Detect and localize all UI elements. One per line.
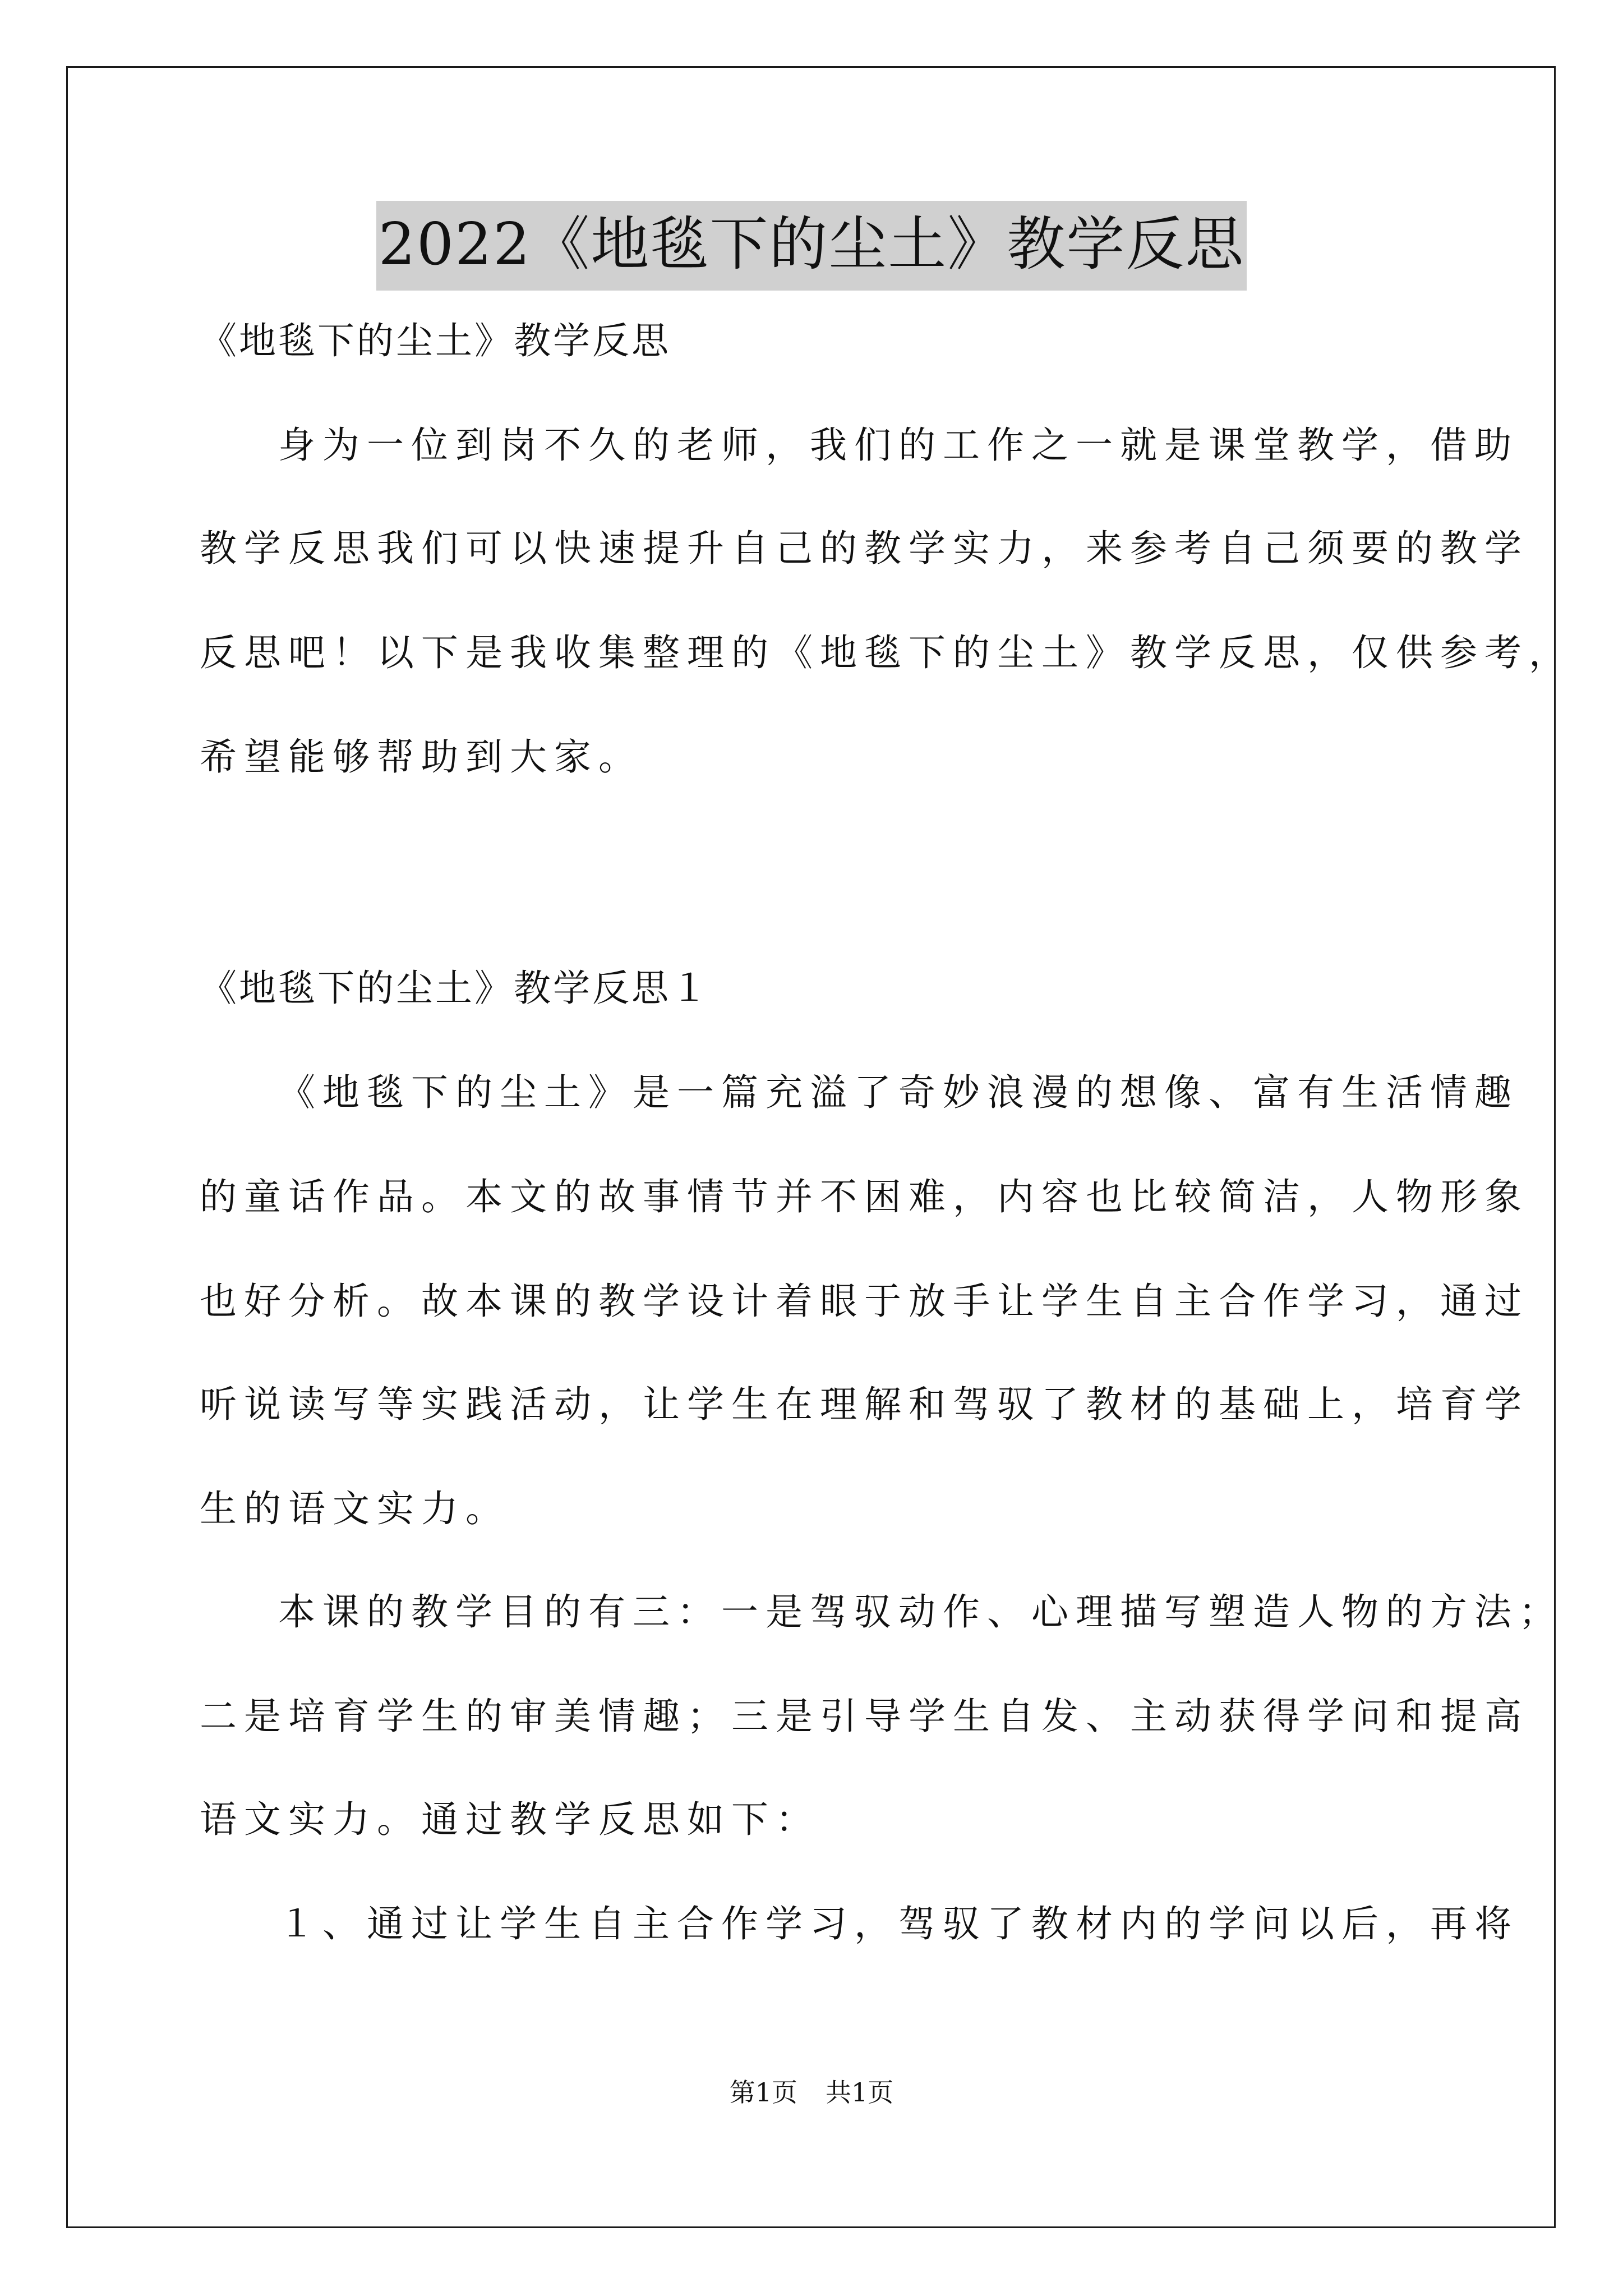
paragraph-line: 也好分析。故本课的教学设计着眼于放手让学生自主合作学习，通过 bbox=[200, 1280, 1529, 1323]
page-number: 第1页 bbox=[729, 2077, 797, 2108]
section-heading: 《地毯下的尘土》教学反思１ bbox=[200, 967, 710, 1010]
intro-line: 希望能够帮助到大家。 bbox=[200, 735, 643, 779]
intro-line: 反思吧！以下是我收集整理的《地毯下的尘土》教学反思，仅供参考， bbox=[200, 631, 1573, 674]
intro-line: 教学反思我们可以快速提升自己的教学实力，来参考自己须要的教学 bbox=[200, 527, 1529, 570]
paragraph-line: 语文实力。通过教学反思如下： bbox=[200, 1798, 820, 1841]
page-footer bbox=[0, 2076, 1623, 2109]
document-title: 2022《地毯下的尘土》教学反思 bbox=[376, 201, 1247, 291]
paragraph-line: 《地毯下的尘土》是一篇充溢了奇妙浪漫的想像、富有生活情趣 bbox=[278, 1071, 1519, 1114]
paragraph-line: 听说读写等实践活动，让学生在理解和驾驭了教材的基础上，培育学 bbox=[200, 1383, 1529, 1426]
subtitle: 《地毯下的尘土》教学反思 bbox=[200, 319, 671, 362]
paragraph-line: 的童话作品。本文的故事情节并不困难，内容也比较简洁，人物形象 bbox=[200, 1175, 1529, 1218]
page-total: 共1页 bbox=[826, 2077, 894, 2108]
paragraph-line: 生的语文实力。 bbox=[200, 1487, 510, 1530]
paragraph-line: 本课的教学目的有三：一是驾驭动作、心理描写塑造人物的方法； bbox=[278, 1590, 1563, 1634]
paragraph-line: 二是培育学生的审美情趣；三是引导学生自发、主动获得学问和提高 bbox=[200, 1695, 1529, 1738]
title-wrap bbox=[0, 201, 1623, 291]
paragraph-line: １、通过让学生自主合作学习，驾驭了教材内的学问以后，再将 bbox=[278, 1902, 1519, 1945]
intro-line: 身为一位到岗不久的老师，我们的工作之一就是课堂教学，借助 bbox=[278, 424, 1519, 467]
